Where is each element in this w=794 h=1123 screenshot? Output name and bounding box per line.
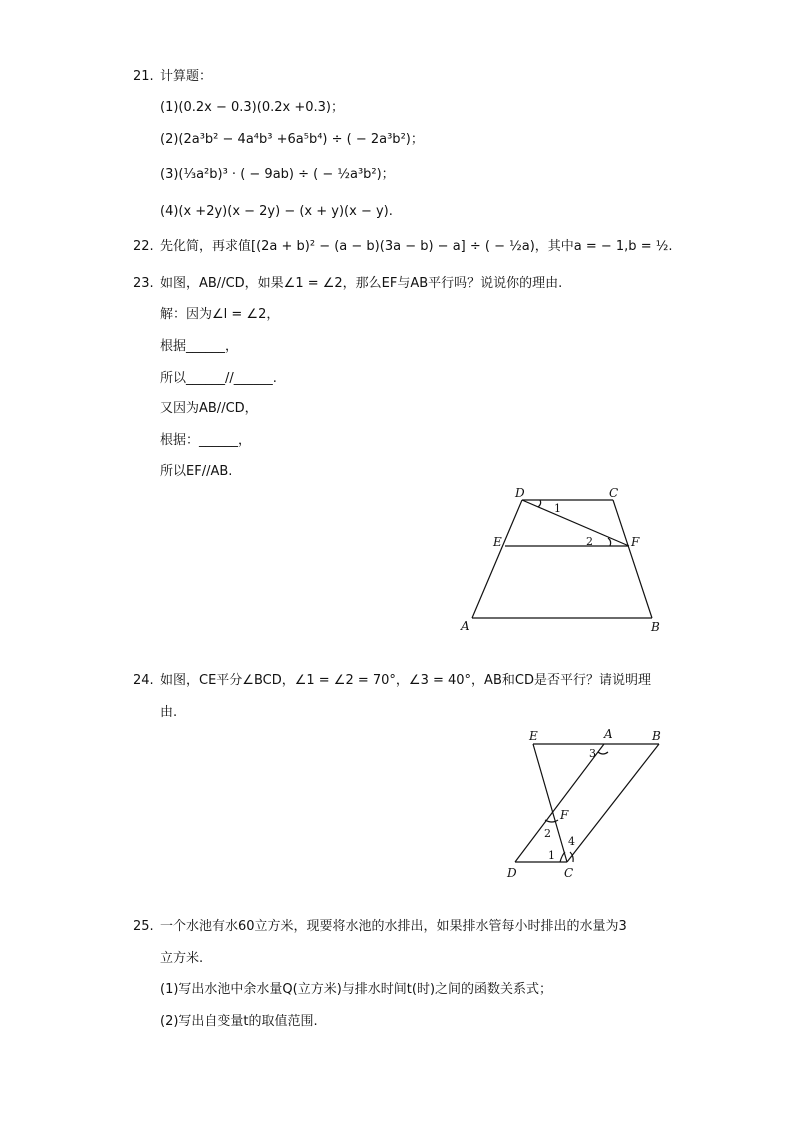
segment-cb <box>613 500 652 618</box>
label-angle-3: 3 <box>589 747 596 760</box>
segment-ad <box>515 744 604 862</box>
question-23-line-3: 所以______//______. <box>160 371 277 386</box>
question-23-line-4: 又因为AB//CD， <box>160 401 258 416</box>
question-21-item-4: (4)(x +2y)(x − 2y) − (x + y)(x − y). <box>160 204 393 219</box>
segment-ec <box>533 744 567 862</box>
question-21-item-2: (2)(2a³b² − 4a⁴b³ +6a⁵b⁴) ÷ ( − 2a³b²)； <box>160 132 424 147</box>
question-21-item-1: (1)(0.2x − 0.3)(0.2x +0.3)； <box>160 100 344 115</box>
question-23-line-5: 根据：______， <box>160 433 252 448</box>
question-23-number: 23. <box>133 276 154 291</box>
segment-cb <box>567 744 659 862</box>
label-a: A <box>604 727 613 741</box>
label-e: E <box>493 535 502 549</box>
question-24-line-1: 如图，CE平分∠BCD，∠1 = ∠2 = 70°，∠3 = 40°，AB和CD是否平行？请说明理 <box>160 673 651 688</box>
question-21-item-3: (3)(⅓a²b)³ · ( − 9ab) ÷ ( − ½a³b²)； <box>160 167 395 182</box>
label-angle-1: 1 <box>554 502 561 515</box>
label-d: D <box>515 486 525 500</box>
trapezoid-figure <box>455 482 670 637</box>
question-23-title: 如图，AB//CD，如果∠1 = ∠2，那么EF与AB平行吗？说说你的理由. <box>160 276 563 291</box>
question-21-title: 计算题： <box>160 69 213 84</box>
label-d: D <box>507 866 517 880</box>
question-25-number: 25. <box>133 919 154 934</box>
label-angle-2: 2 <box>586 535 593 548</box>
question-21-number: 21. <box>133 69 154 84</box>
question-25-item-2: (2)写出自变量t的取值范围. <box>160 1014 318 1029</box>
question-22-number: 22. <box>133 239 154 254</box>
label-a: A <box>461 619 470 633</box>
question-23-line-6: 所以EF//AB. <box>160 464 233 479</box>
label-angle-1: 1 <box>548 849 555 862</box>
angle-2-arc <box>608 538 611 546</box>
question-25-item-1: (1)写出水池中余水量Q(立方米)与排水时间t(时)之间的函数关系式； <box>160 982 553 997</box>
question-22-text: 先化简，再求值[(2a + b)² − (a − b)(3a − b) − a] ÷ ( − ½a)，其中a = − 1,b = ½. <box>160 239 673 254</box>
label-f: F <box>631 535 640 549</box>
angle-3-arc <box>598 752 608 754</box>
label-c: C <box>564 866 574 880</box>
question-25-line-1: 一个水池有水60立方米，现要将水池的水排出，如果排水管每小时排出的水量为3 <box>160 919 627 934</box>
segment-da <box>472 500 522 618</box>
question-25-line-2: 立方米. <box>160 951 204 966</box>
label-b: B <box>651 620 660 634</box>
label-f: F <box>560 808 569 822</box>
angle-1-arc <box>538 500 541 507</box>
question-23-line-1: 解：因为∠l = ∠2， <box>160 307 280 322</box>
label-angle-4: 4 <box>568 835 575 848</box>
angle-1-arc <box>560 852 565 862</box>
question-23-line-2: 根据______， <box>160 339 239 354</box>
question-24-number: 24. <box>133 673 154 688</box>
label-angle-2: 2 <box>544 827 551 840</box>
label-b: B <box>652 729 661 743</box>
question-24-line-2: 由. <box>160 705 178 720</box>
label-e: E <box>529 729 538 743</box>
label-c: C <box>609 486 619 500</box>
parallel-lines-figure <box>500 724 670 884</box>
